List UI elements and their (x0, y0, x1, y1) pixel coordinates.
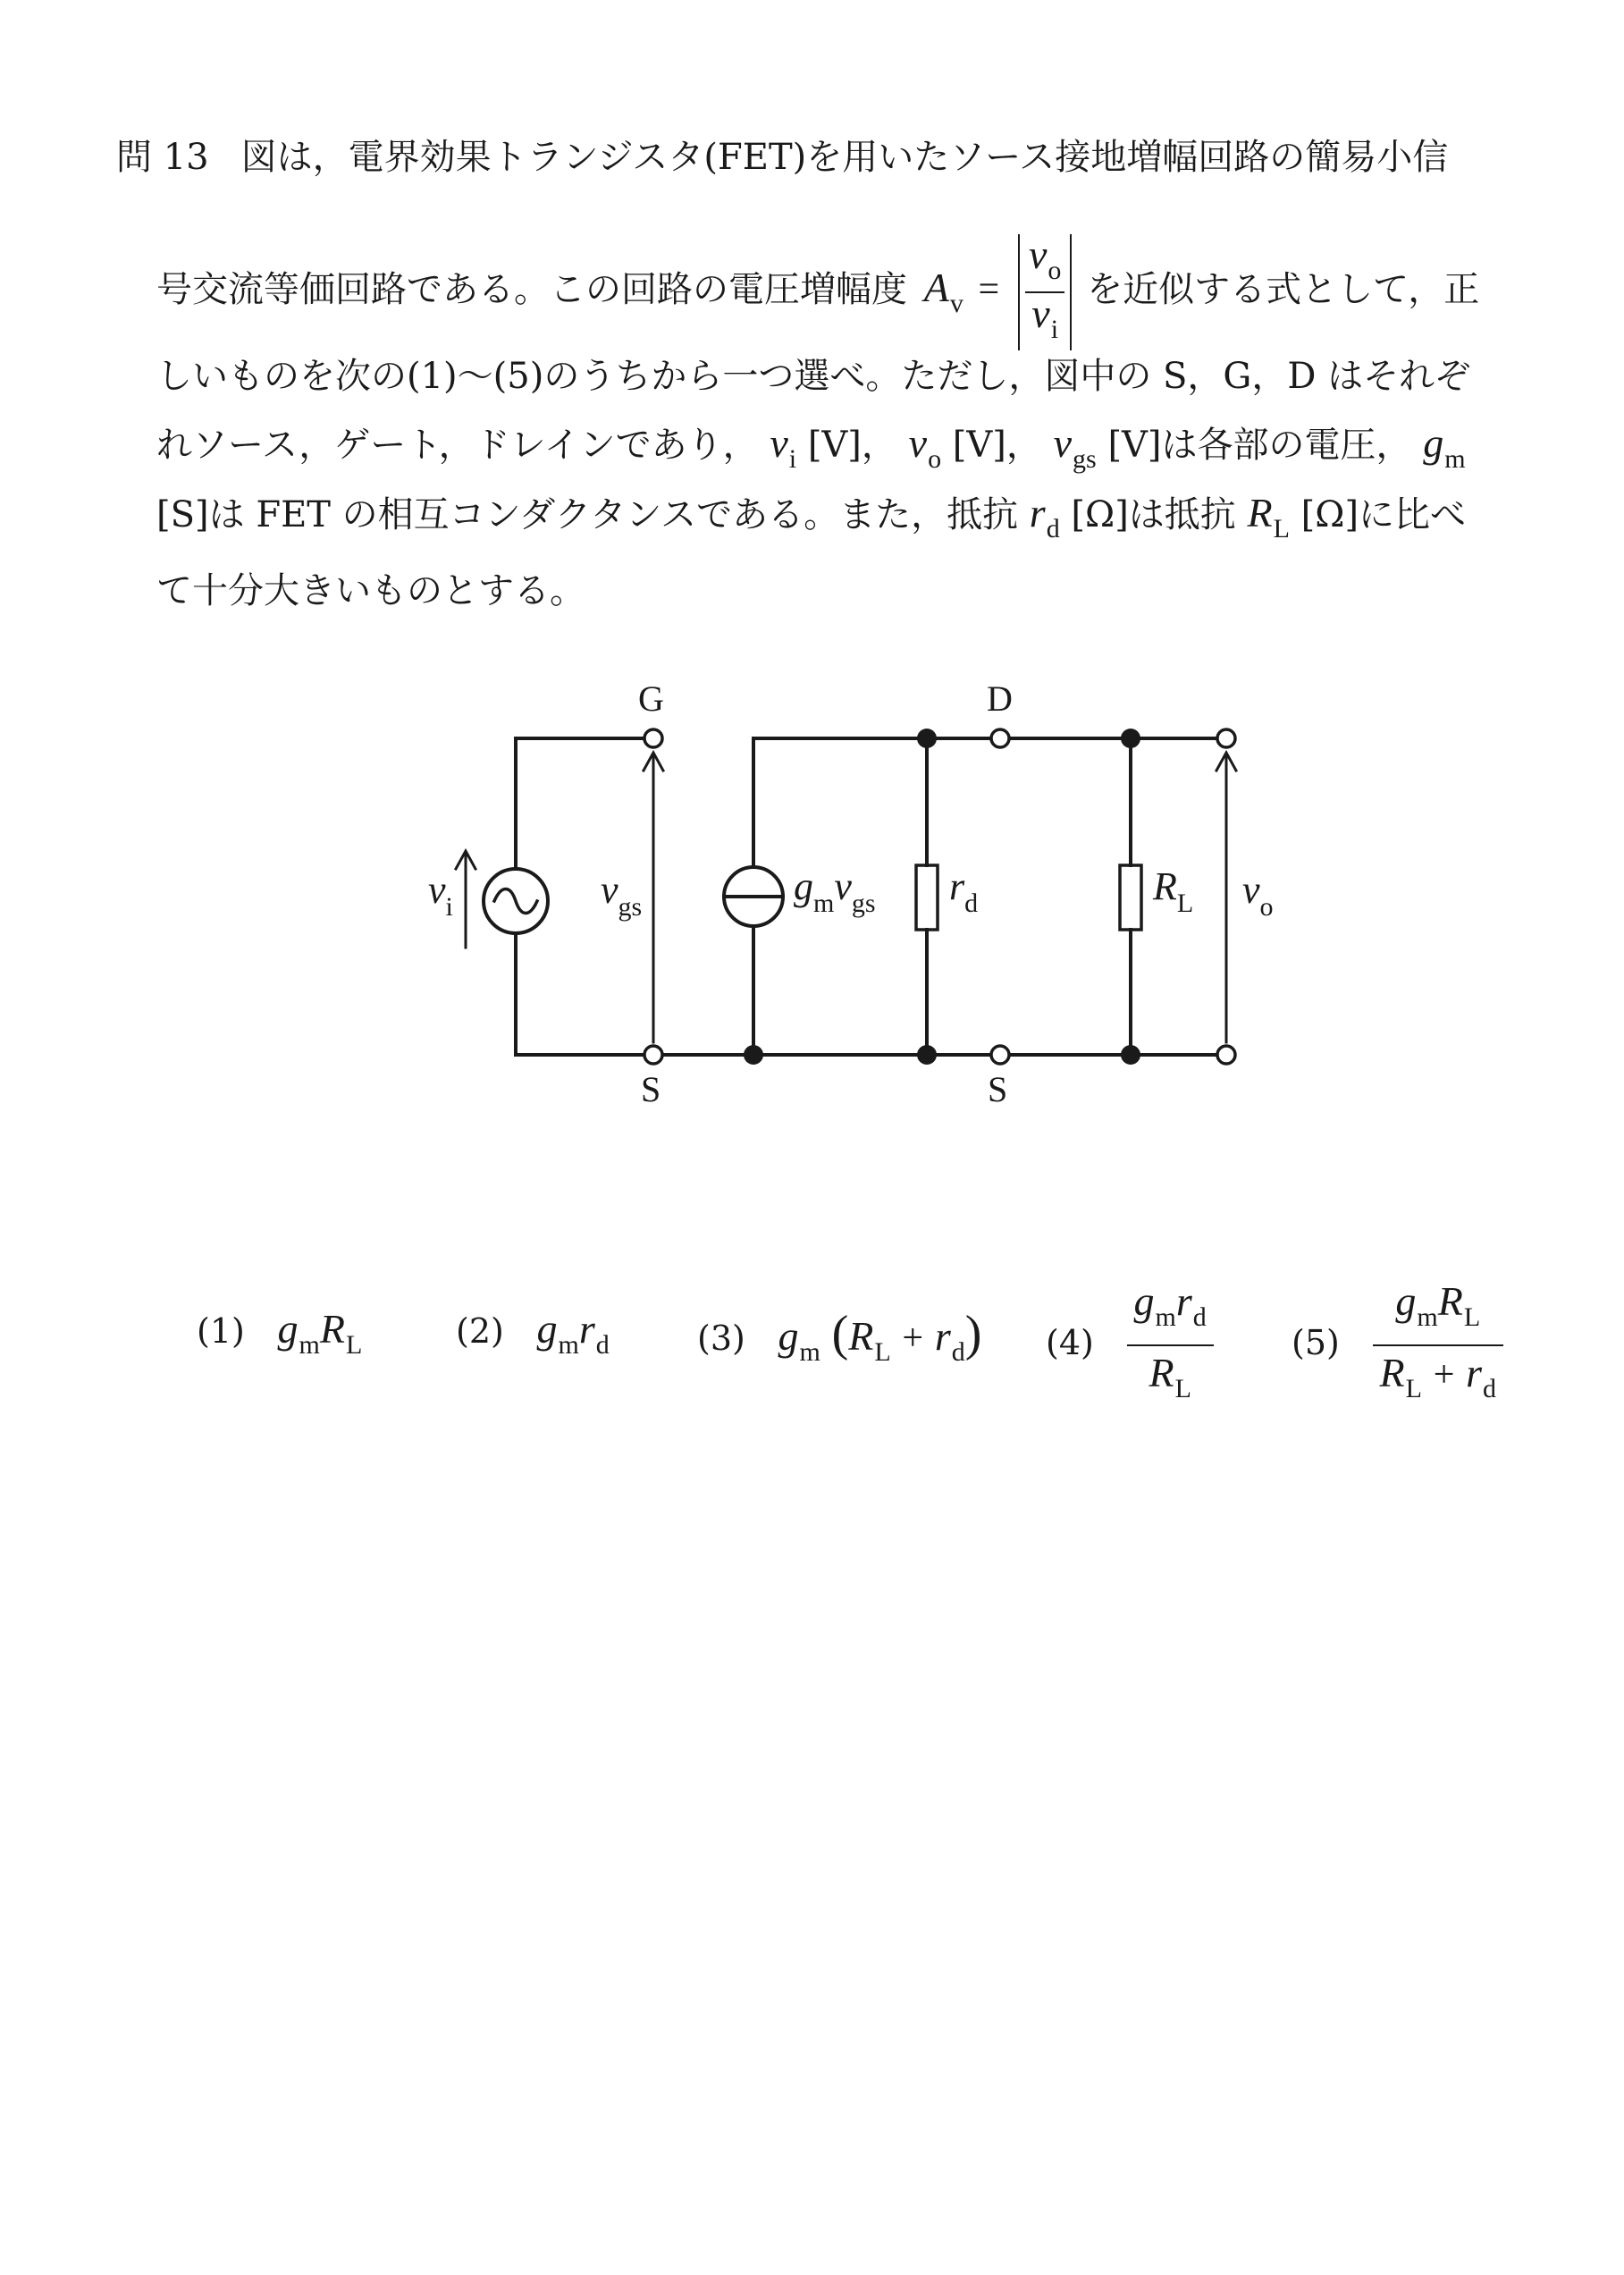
question-text-2a: 号交流等価回路である。この回路の電圧増幅度 (156, 269, 907, 310)
terminal-out-top (1217, 729, 1235, 747)
label-s-right: S (988, 1069, 1008, 1109)
label-vi: $v_i$ (428, 868, 453, 922)
terminal-d (991, 729, 1009, 747)
junction-dot (1121, 729, 1140, 748)
abs-fraction: $\frac{v_o}{v_i}$ (1018, 234, 1072, 350)
rl-resistor (1120, 865, 1141, 930)
question-number: 問 13 (116, 137, 209, 178)
junction-dot (917, 1045, 937, 1065)
choice-1[interactable]: (1) $g_mR_L$ (197, 1306, 363, 1360)
question-text-5a: [S]は FET の相互コンダクタンスである。また，抵抗 (156, 494, 1019, 535)
label-rd: $r_d$ (949, 864, 979, 918)
junction-dot (917, 729, 937, 748)
question-text-1: 図は，電界効果トランジスタ(FET)を用いたソース接地増幅回路の簡易小信 (240, 137, 1449, 178)
junction-dot (1121, 1045, 1140, 1065)
ac-sine-icon (494, 889, 537, 914)
choice-3[interactable]: (3) $g_m$ $(R_L + r_d)$ (697, 1306, 982, 1367)
terminal-s-right (991, 1046, 1009, 1064)
label-g: G (638, 678, 664, 719)
question-text-3: しいものを次の(1)～(5)のうちから一つ選べ。ただし，図中の S，G，D はそれぞ (156, 356, 1471, 397)
question-text-4c: [V]， (952, 425, 1042, 466)
label-s-left: S (641, 1069, 661, 1109)
choice-5[interactable]: (5) $g_mR_L$ $R_L + r_d$ (1292, 1278, 1503, 1412)
choice-4[interactable]: (4) $g_mr_d$ $R_L$ (1046, 1278, 1214, 1412)
choice-4-fraction: $g_mr_d$ $R_L$ (1127, 1278, 1214, 1412)
input-loop-wire-bottom (516, 935, 644, 1055)
choice-2[interactable]: (2) $g_mr_d$ (456, 1306, 610, 1360)
question-text-5c: [Ω]に比べ (1300, 494, 1467, 535)
answer-choices (179, 1278, 1519, 1403)
junction-dot (744, 1045, 763, 1065)
label-vgs: $v_{gs}$ (601, 868, 643, 922)
rd-resistor (916, 865, 938, 930)
question-text-2b: を近似する式として，正 (1087, 269, 1480, 310)
label-vo: $v_o$ (1242, 868, 1274, 922)
formula-av: $A_v$ = $\frac{v_o}{v_i}$ (924, 269, 1087, 310)
choice-5-fraction: $g_mR_L$ $R_L + r_d$ (1373, 1278, 1503, 1412)
label-d: D (987, 678, 1013, 719)
terminal-g (644, 729, 662, 747)
question-line-4: れソース，ゲート，ドレインであり， $v_i$ [V]， $v_o$ [V]， $v_{gs}$ [V]は各部の電圧， $g_m$ (156, 420, 1466, 474)
terminal-out-bottom (1217, 1046, 1235, 1064)
top-rail-wire (753, 738, 991, 867)
question-text-5b: [Ω]は抵抗 (1071, 494, 1236, 535)
label-rl: $R_L$ (1153, 864, 1194, 918)
question-text-4d: [V]は各部の電圧， (1107, 425, 1412, 466)
question-line-5: [S]は FET の相互コンダクタンスである。また，抵抗 $r_d$ [Ω]は抵抗 $R_L$ [Ω]に比べ (156, 490, 1467, 543)
question-text-4b: [V]， (807, 425, 897, 466)
label-gmvgs: $g_mv_{gs}$ (794, 864, 876, 918)
question-text-4a: れソース，ゲート，ドレインであり， (156, 425, 759, 466)
input-loop-wire (516, 738, 644, 867)
question-text-6: て十分大きいものとする。 (156, 570, 585, 611)
terminal-s-left (644, 1046, 662, 1064)
